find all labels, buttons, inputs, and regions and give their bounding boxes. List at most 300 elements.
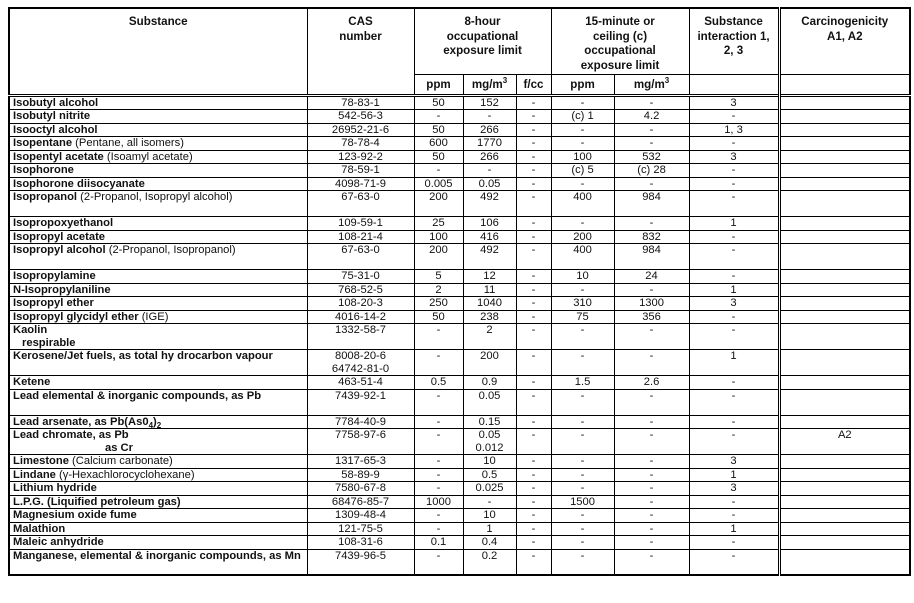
- cell-ppm: [414, 415, 463, 429]
- cell-interaction: [689, 217, 779, 231]
- cell-substance: [9, 217, 307, 231]
- substance-name: Kerosene/Jet fuels, as total hy drocarbon vapour: [13, 350, 273, 362]
- cell-ppm: [414, 95, 463, 110]
- cell-mg15-value: -: [649, 177, 654, 190]
- cell-mg: [463, 310, 516, 324]
- cell-ppm15-value: -: [580, 96, 585, 109]
- cell-fcc: [516, 549, 551, 575]
- cell-ppm-value: -: [436, 468, 441, 481]
- cell-cas-value: 7580-67-8: [334, 482, 386, 494]
- cell-cas-value: 75-31-0: [341, 270, 380, 282]
- cell-ppm: [414, 495, 463, 509]
- cell-cas-value: 7439-92-1: [334, 389, 386, 402]
- table-row: [9, 482, 910, 496]
- table-row: [9, 468, 910, 482]
- cell-ppm: [414, 191, 463, 217]
- cell-mg15-value: -: [649, 509, 654, 521]
- cell-ppm: [414, 536, 463, 550]
- cell-mg15: [614, 191, 689, 217]
- cell-mg: [463, 217, 516, 231]
- cell-mg-value: 1040: [477, 297, 502, 309]
- cell-substance: [9, 123, 307, 137]
- cell-interaction-value: 1: [730, 283, 737, 296]
- cell-mg15-value: -: [649, 283, 654, 296]
- cell-ppm: [414, 297, 463, 311]
- cell-mg-value: 152: [480, 96, 499, 109]
- cell-substance: [9, 244, 307, 270]
- cell-mg15: [614, 110, 689, 124]
- cell-ppm-value: -: [436, 549, 441, 562]
- cell-cas: [307, 164, 414, 178]
- cell-interaction: [689, 110, 779, 124]
- cell-mg15: [614, 429, 689, 455]
- cell-ppm15: [551, 177, 614, 191]
- cell-ppm15-value: -: [580, 283, 585, 296]
- cell-fcc-value: -: [531, 549, 536, 562]
- cell-mg-value: 0.05: [478, 177, 501, 190]
- cell-ppm15-value: 310: [573, 297, 592, 309]
- cell-carcinogenicity: [779, 415, 910, 429]
- cell-interaction: [689, 324, 779, 350]
- cell-fcc: [516, 137, 551, 151]
- cell-interaction: [689, 177, 779, 191]
- cell-ppm15-value: -: [580, 389, 585, 402]
- cell-mg15: [614, 283, 689, 297]
- cell-cas: [307, 283, 414, 297]
- cell-ppm-value: 250: [429, 297, 448, 309]
- cell-mg-value: 416: [480, 230, 499, 243]
- cell-carcinogenicity: [779, 95, 910, 110]
- cell-mg: [463, 350, 516, 376]
- cell-carcinogenicity: [779, 495, 910, 509]
- subheader-mg15-label: mg/m: [633, 77, 665, 91]
- cell-interaction: [689, 137, 779, 151]
- cell-cas-value: 121-75-5: [338, 522, 383, 535]
- cell-substance: [9, 164, 307, 178]
- cell-ppm-value: 0.5: [430, 376, 447, 388]
- cell-mg-value: 10: [483, 509, 496, 521]
- cell-mg-value: 0.05: [478, 389, 501, 402]
- cell-ppm15: [551, 549, 614, 575]
- cell-interaction: [689, 350, 779, 376]
- cell-mg-value: -: [487, 110, 492, 122]
- cell-mg15-value: 832: [642, 230, 661, 243]
- cell-cas: [307, 522, 414, 536]
- cell-cas-value: 123-92-2: [338, 150, 383, 163]
- substance-name: Isophorone: [13, 164, 74, 176]
- cell-cas: [307, 110, 414, 124]
- substance-name: Isopropyl alcohol: [13, 244, 106, 256]
- cell-cas: [307, 415, 414, 429]
- cell-fcc-value: -: [531, 177, 536, 190]
- cell-interaction-value: -: [731, 324, 736, 336]
- cell-ppm15-value: -: [580, 468, 585, 481]
- cell-mg: [463, 297, 516, 311]
- cell-ppm15-value: 200: [573, 230, 592, 243]
- table-row: [9, 191, 910, 217]
- header-interaction: Substance interaction 1, 2, 3: [689, 8, 779, 74]
- cell-mg15: [614, 522, 689, 536]
- cell-mg: [463, 376, 516, 390]
- subheader-carcinogenicity-empty: [779, 74, 910, 95]
- cell-cas: [307, 177, 414, 191]
- cell-interaction-value: -: [731, 230, 736, 243]
- table-row: [9, 164, 910, 178]
- cell-interaction: [689, 522, 779, 536]
- cell-substance: [9, 297, 307, 311]
- cell-ppm15: [551, 536, 614, 550]
- cell-substance: [9, 177, 307, 191]
- cell-mg-value-secondary: 0.012: [475, 441, 504, 454]
- cell-fcc: [516, 536, 551, 550]
- cell-mg: [463, 522, 516, 536]
- cell-fcc-value: -: [531, 468, 536, 481]
- cell-carcinogenicity: [779, 324, 910, 350]
- cell-fcc: [516, 123, 551, 137]
- cell-ppm15: [551, 389, 614, 415]
- cell-mg15: [614, 468, 689, 482]
- cell-mg15: [614, 217, 689, 231]
- cell-carcinogenicity: [779, 389, 910, 415]
- cell-mg: [463, 509, 516, 523]
- table-row: [9, 137, 910, 151]
- cell-fcc: [516, 495, 551, 509]
- cell-mg-value: 492: [480, 244, 499, 256]
- cell-interaction-value: -: [731, 310, 736, 323]
- cell-interaction: [689, 455, 779, 469]
- cell-mg15-value: 2.6: [643, 376, 660, 388]
- cell-mg15-value: 984: [642, 191, 661, 203]
- cell-substance: [9, 150, 307, 164]
- substance-name: Isobutyl alcohol: [13, 96, 99, 109]
- cell-cas-value: 108-21-4: [338, 230, 383, 243]
- cell-cas-value: 1309-48-4: [334, 509, 386, 521]
- table-row: [9, 150, 910, 164]
- cell-ppm: [414, 549, 463, 575]
- cell-fcc: [516, 415, 551, 429]
- substance-name: Isopropyl acetate: [13, 230, 106, 243]
- cell-mg-value: 0.05: [478, 429, 501, 441]
- cell-interaction: [689, 270, 779, 284]
- cell-interaction: [689, 297, 779, 311]
- cell-interaction-value: 1: [730, 522, 737, 535]
- cell-mg15: [614, 297, 689, 311]
- cell-ppm: [414, 376, 463, 390]
- cell-ppm15-value: -: [580, 324, 585, 336]
- cell-mg15-value: -: [649, 455, 654, 467]
- cell-fcc: [516, 455, 551, 469]
- cell-mg-value: 492: [480, 191, 499, 203]
- cell-mg: [463, 137, 516, 151]
- cell-mg-value: 266: [480, 150, 499, 163]
- cell-fcc: [516, 95, 551, 110]
- cell-ppm15-value: -: [580, 482, 585, 494]
- cell-mg15: [614, 95, 689, 110]
- cell-cas-value: 67-63-0: [341, 191, 380, 203]
- cell-carcinogenicity: [779, 536, 910, 550]
- cell-ppm: [414, 137, 463, 151]
- cell-ppm: [414, 429, 463, 455]
- cell-mg: [463, 191, 516, 217]
- cell-ppm15: [551, 509, 614, 523]
- cell-cas-value: 78-78-4: [341, 137, 380, 149]
- cell-fcc-value: -: [531, 310, 536, 323]
- cell-interaction: [689, 468, 779, 482]
- table-row: [9, 522, 910, 536]
- substance-subname: as Cr: [105, 441, 133, 454]
- table-row: [9, 415, 910, 429]
- cell-carcinogenicity: [779, 350, 910, 376]
- substance-name: Isopropylamine: [13, 270, 96, 282]
- cell-cas-value: 108-20-3: [338, 297, 383, 309]
- cell-mg-value: 200: [480, 350, 499, 362]
- cell-mg-value: 1: [486, 522, 493, 535]
- cell-ppm: [414, 324, 463, 350]
- cell-mg: [463, 468, 516, 482]
- substance-name: Magnesium oxide fume: [13, 509, 137, 521]
- cell-interaction: [689, 536, 779, 550]
- substance-name: Isopropanol: [13, 191, 78, 203]
- cell-interaction-value: -: [731, 177, 736, 190]
- cell-substance: [9, 389, 307, 415]
- cell-cas-value: 4016-14-2: [334, 310, 386, 323]
- table-row: [9, 230, 910, 244]
- cell-fcc-value: -: [531, 230, 536, 243]
- substance-name: Kaolin: [13, 324, 48, 336]
- header-substance: Substance: [9, 8, 307, 95]
- cell-ppm-value: 25: [432, 217, 445, 229]
- cell-ppm15: [551, 283, 614, 297]
- cell-ppm15-value: -: [580, 350, 585, 362]
- cell-mg-value: 0.2: [481, 549, 498, 562]
- substance-name: Ketene: [13, 376, 51, 388]
- cell-substance: [9, 310, 307, 324]
- cell-mg: [463, 123, 516, 137]
- cell-interaction-value: -: [731, 389, 736, 402]
- substance-name: Isooctyl alcohol: [13, 123, 98, 136]
- cell-mg: [463, 244, 516, 270]
- cell-cas-value: 542-56-3: [338, 110, 383, 122]
- cell-ppm-value: 100: [429, 230, 448, 243]
- cell-cas: [307, 495, 414, 509]
- cell-ppm15-value: -: [580, 522, 585, 535]
- cell-ppm-value: 0.005: [424, 177, 453, 190]
- cell-carcinogenicity: [779, 150, 910, 164]
- cell-mg: [463, 283, 516, 297]
- cell-ppm15-value: -: [580, 415, 585, 428]
- cell-mg15: [614, 389, 689, 415]
- cell-carcinogenicity: [779, 468, 910, 482]
- cell-cas: [307, 536, 414, 550]
- cell-interaction-value: -: [731, 429, 736, 441]
- cell-cas-value: 1332-58-7: [334, 324, 386, 336]
- subheader-mg-label: mg/m: [471, 77, 503, 91]
- cell-ppm: [414, 217, 463, 231]
- cell-ppm15: [551, 137, 614, 151]
- cell-ppm15: [551, 310, 614, 324]
- cell-cas-value: 4098-71-9: [334, 177, 386, 190]
- cell-interaction: [689, 429, 779, 455]
- cell-fcc-value: -: [531, 297, 536, 309]
- table-row: [9, 549, 910, 575]
- cell-fcc-value: -: [531, 536, 536, 548]
- cell-substance: [9, 536, 307, 550]
- cell-fcc: [516, 389, 551, 415]
- cell-fcc: [516, 468, 551, 482]
- cell-carcinogenicity: [779, 376, 910, 390]
- table-row: [9, 283, 910, 297]
- cell-interaction-value: 1: [730, 350, 737, 362]
- cell-fcc: [516, 350, 551, 376]
- substance-name: Lindane: [13, 468, 56, 481]
- cell-mg15: [614, 137, 689, 151]
- cell-ppm15-value: -: [580, 455, 585, 467]
- cell-cas-value: 68476-85-7: [331, 495, 390, 508]
- cell-ppm15: [551, 150, 614, 164]
- substance-name: Isophorone diisocyanate: [13, 177, 145, 190]
- cell-ppm-value: 0.1: [430, 536, 447, 548]
- cell-fcc-value: -: [531, 429, 536, 441]
- cell-fcc: [516, 230, 551, 244]
- cell-ppm15-value: (c) 5: [571, 164, 594, 176]
- cell-fcc-value: -: [531, 482, 536, 494]
- substance-note: (Calcium carbonate): [68, 455, 173, 467]
- cell-cas-value: 1317-65-3: [334, 455, 386, 467]
- cell-ppm15: [551, 95, 614, 110]
- substance-note: (2-Propanol, Isopropyl alcohol): [77, 191, 233, 203]
- substance-name: Lead elemental & inorganic compounds, as Pb: [13, 389, 262, 402]
- cell-fcc-value: -: [531, 137, 536, 149]
- cell-mg15-value: 984: [642, 244, 661, 256]
- cell-fcc: [516, 509, 551, 523]
- cell-interaction-value: -: [731, 509, 736, 521]
- cell-ppm-value: -: [436, 415, 441, 428]
- cell-carcinogenicity: [779, 429, 910, 455]
- cell-ppm15-value: 10: [576, 270, 589, 282]
- cell-mg15: [614, 150, 689, 164]
- cell-mg15: [614, 324, 689, 350]
- cell-mg: [463, 429, 516, 455]
- subheader-fcc: f/cc: [516, 74, 551, 95]
- cell-cas: [307, 244, 414, 270]
- substance-name: N-Isopropylaniline: [13, 283, 111, 296]
- cell-mg: [463, 389, 516, 415]
- cell-substance: [9, 324, 307, 350]
- table-header: [9, 8, 910, 95]
- cell-ppm: [414, 389, 463, 415]
- cell-mg15-value: -: [649, 415, 654, 428]
- cell-carcinogenicity: [779, 549, 910, 575]
- cell-carcinogenicity: [779, 177, 910, 191]
- cell-fcc: [516, 191, 551, 217]
- cell-cas-value: 768-52-5: [338, 283, 383, 296]
- cell-cas: [307, 376, 414, 390]
- cell-interaction: [689, 310, 779, 324]
- cell-substance: [9, 522, 307, 536]
- cell-ppm15: [551, 297, 614, 311]
- cell-cas: [307, 137, 414, 151]
- substance-name: Lithium hydride: [13, 482, 97, 494]
- cell-interaction-value: -: [731, 376, 736, 388]
- cell-mg15-value: 4.2: [643, 110, 660, 122]
- cell-interaction: [689, 123, 779, 137]
- cell-mg-value: 10: [483, 455, 496, 467]
- cell-mg: [463, 415, 516, 429]
- cell-mg-value: 238: [480, 310, 499, 323]
- formula-part: ): [153, 415, 157, 428]
- subheader-ppm15: ppm: [551, 74, 614, 95]
- cell-fcc-value: -: [531, 217, 536, 229]
- cell-mg-value: -: [487, 164, 492, 176]
- cell-ppm: [414, 310, 463, 324]
- cell-interaction-value: -: [731, 549, 736, 562]
- cell-fcc-value: -: [531, 150, 536, 163]
- cell-substance: [9, 283, 307, 297]
- cell-substance: [9, 468, 307, 482]
- cell-mg15-value: -: [649, 137, 654, 149]
- cell-ppm15-value: -: [580, 509, 585, 521]
- cell-ppm15: [551, 482, 614, 496]
- cell-interaction-value: -: [731, 270, 736, 282]
- cell-mg15: [614, 495, 689, 509]
- cell-cas: [307, 95, 414, 110]
- substance-note: (γ-Hexachlorocyclohexane): [55, 468, 195, 481]
- substance-note: (Pentane, all isomers): [72, 137, 184, 149]
- cell-mg: [463, 164, 516, 178]
- cell-ppm15-value: -: [580, 549, 585, 562]
- cell-carcinogenicity: [779, 455, 910, 469]
- cell-substance: [9, 230, 307, 244]
- cell-fcc: [516, 164, 551, 178]
- cell-ppm15-value: -: [580, 217, 585, 229]
- table-body: [9, 95, 910, 575]
- cell-ppm-value: 200: [429, 244, 448, 256]
- cell-interaction: [689, 495, 779, 509]
- cell-ppm15: [551, 495, 614, 509]
- cell-interaction: [689, 244, 779, 270]
- substance-name: Isopropyl glycidyl ether: [13, 310, 139, 323]
- cell-interaction-value: -: [731, 137, 736, 149]
- cell-fcc: [516, 217, 551, 231]
- cell-ppm-value: -: [436, 522, 441, 535]
- cell-cas: [307, 549, 414, 575]
- cell-mg15-value: -: [649, 324, 654, 336]
- table-row: [9, 297, 910, 311]
- cell-fcc-value: -: [531, 350, 536, 362]
- cell-interaction-value: 1: [730, 217, 737, 229]
- cell-mg-value: 0.9: [481, 376, 498, 388]
- cell-carcinogenicity: [779, 191, 910, 217]
- cell-ppm-value: -: [436, 324, 441, 336]
- cell-interaction-value: 3: [730, 455, 737, 467]
- cell-interaction-value: -: [731, 164, 736, 176]
- cell-mg15-value: -: [649, 350, 654, 362]
- cell-mg15: [614, 350, 689, 376]
- cell-mg15: [614, 376, 689, 390]
- cell-ppm-value: -: [436, 164, 441, 176]
- cell-cas-value: 7439-96-5: [334, 549, 386, 562]
- cell-fcc-value: -: [531, 324, 536, 336]
- subheader-ppm: ppm: [414, 74, 463, 95]
- cell-interaction: [689, 482, 779, 496]
- cell-interaction: [689, 549, 779, 575]
- table-row: [9, 244, 910, 270]
- cell-fcc-value: -: [531, 522, 536, 535]
- cell-cas-value: 26952-21-6: [331, 123, 390, 136]
- cell-fcc-value: -: [531, 495, 536, 508]
- cell-fcc-value: -: [531, 415, 536, 428]
- cell-interaction: [689, 415, 779, 429]
